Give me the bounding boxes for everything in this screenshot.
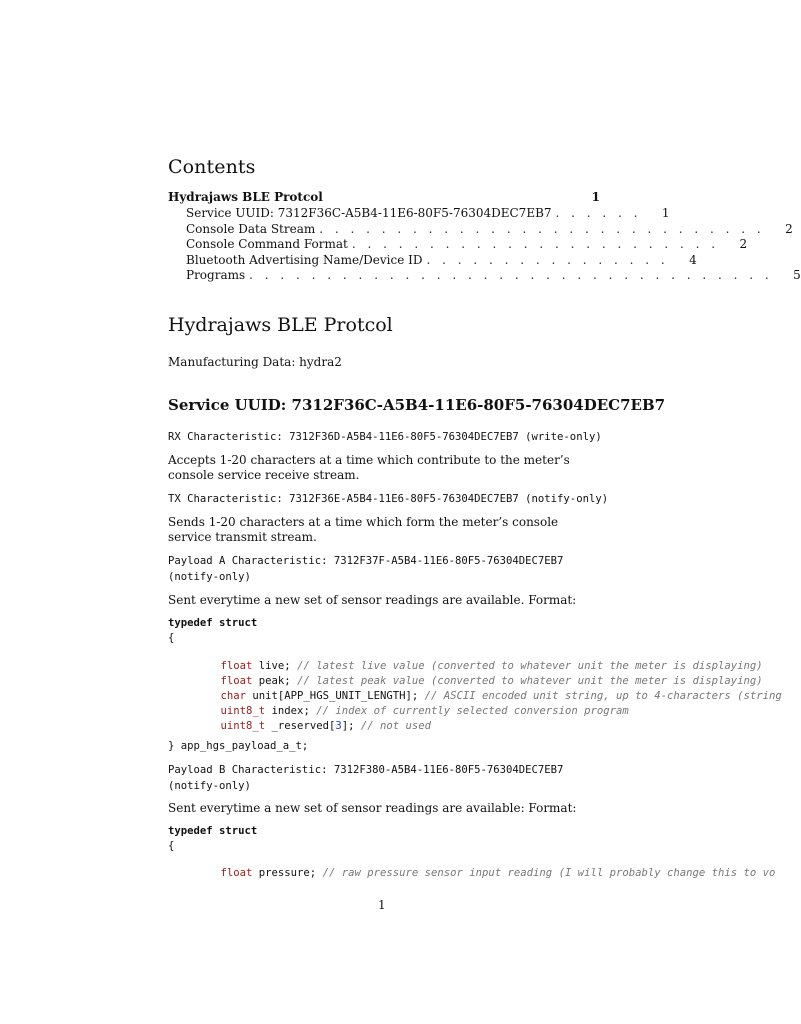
code-typedef-a: typedef struct <box>168 617 258 629</box>
payload-a-struct-close: } app_hgs_payload_a_t; <box>168 740 309 752</box>
payload-a-description: Sent everytime a new set of sensor readings are available. Format: <box>168 593 577 607</box>
code-open-brace-b: { <box>168 840 175 852</box>
toc-item-label: Console Command Format <box>186 237 348 252</box>
code-type: float <box>220 867 253 879</box>
section-title: Hydrajaws BLE Protcol <box>168 314 393 336</box>
payload-a-characteristic-line2: (notify-only) <box>168 571 251 583</box>
code-field: _reserved[ <box>265 720 336 732</box>
tx-description: Sends 1-20 characters at a time which form the meter’s console service transmit stream. <box>168 515 559 545</box>
tx-characteristic: TX Characteristic: 7312F36E-A5B4-11E6-80F5-76304DEC7EB7 (notify-only) <box>168 493 609 505</box>
code-comment: // not used <box>360 720 432 732</box>
payload-b-pressure-line <box>195 855 775 891</box>
toc-page-number: 1 <box>661 206 670 221</box>
toc-item-service-uuid[interactable] <box>168 206 670 222</box>
code-comment: // latest peak value (converted to whatever unit the meter is displaying) <box>297 675 763 687</box>
toc-item-console-data-stream[interactable] <box>168 221 793 238</box>
toc-item-label: Programs <box>186 268 246 283</box>
table-of-contents <box>168 190 801 284</box>
toc-item-console-command-format[interactable] <box>168 237 748 253</box>
page-number: 1 <box>378 898 386 912</box>
code-field: unit[APP_HGS_UNIT_LENGTH]; <box>246 690 425 702</box>
code-type: float <box>220 675 253 687</box>
toc-item-label: Console Data Stream <box>186 221 316 236</box>
toc-item-label: Service UUID: 7312F36C-A5B4-11E6-80F5-76304DEC7EB7 <box>186 206 552 221</box>
toc-item-label: Bluetooth Advertising Name/Device ID <box>186 252 423 267</box>
service-uuid-heading: Service UUID: 7312F36C-A5B4-11E6-80F5-76304DEC7EB7 <box>168 396 666 414</box>
payload-b-description: Sent everytime a new set of sensor readings are available: Format: <box>168 801 577 815</box>
toc-leader-dots: . . . . . . . . . . . . . . . . . . . . . . . . . . . . . <box>319 221 765 236</box>
toc-page-number: 2 <box>739 237 748 252</box>
toc-page-number: 2 <box>785 221 793 236</box>
toc-item-label: Hydrajaws BLE Protcol <box>168 190 323 204</box>
code-field: index; <box>265 705 317 717</box>
contents-heading: Contents <box>168 156 256 178</box>
payload-b-characteristic-line1: Payload B Characteristic: 7312F380-A5B4-11E6-80F5-76304DEC7EB7 <box>168 764 564 776</box>
code-comment: // latest live value (converted to whatever unit the meter is displaying) <box>297 660 763 672</box>
manufacturing-data: Manufacturing Data: hydra2 <box>168 355 342 369</box>
code-field: live; <box>252 660 298 672</box>
toc-item-bluetooth-advertising-name-device-id[interactable] <box>168 252 697 269</box>
toc-page-number: 4 <box>689 252 697 267</box>
code-field: peak; <box>252 675 298 687</box>
code-type: float <box>220 660 253 672</box>
toc-page-number: 5 <box>793 268 801 283</box>
toc-item-programs[interactable] <box>168 268 801 284</box>
code-field: ]; <box>341 720 361 732</box>
code-comment: // ASCII encoded unit string, up to 4-characters (string <box>424 690 782 702</box>
toc-leader-dots: . . . . . . . . . . . . . . . . <box>426 252 669 267</box>
rx-characteristic: RX Characteristic: 7312F36D-A5B4-11E6-80F5-76304DEC7EB7 (write-only) <box>168 431 602 443</box>
code-comment: // index of currently selected conversion program <box>316 705 629 717</box>
code-number: 3 <box>335 720 342 732</box>
code-open-brace-a: { <box>168 632 175 644</box>
payload-a-reserved-line <box>195 708 431 744</box>
toc-page-number: 1 <box>591 190 600 204</box>
toc-leader-dots: . . . . . . . . . . . . . . . . . . . . . . . . . . . . . . . . . . <box>249 268 773 283</box>
toc-leader-dots: . . . . . . . . . . . . . . . . . . . . . . . . <box>351 237 720 252</box>
code-typedef-b: typedef struct <box>168 825 258 837</box>
code-type: char <box>220 690 247 702</box>
payload-a-characteristic-line1: Payload A Characteristic: 7312F37F-A5B4-11E6-80F5-76304DEC7EB7 <box>168 555 564 567</box>
payload-b-characteristic-line2: (notify-only) <box>168 780 251 792</box>
code-field: pressure; <box>252 867 323 879</box>
code-type: uint8_t <box>220 720 266 732</box>
rx-description: Accepts 1-20 characters at a time which contribute to the meter’s console service receive stream. <box>168 453 570 483</box>
code-type: uint8_t <box>220 705 266 717</box>
toc-item-hydrajaws-ble-protcol[interactable] <box>168 190 600 206</box>
toc-leader-dots: . . . . . . <box>555 206 642 221</box>
code-comment: // raw pressure sensor input reading (I will probably change this to vo <box>322 867 776 879</box>
